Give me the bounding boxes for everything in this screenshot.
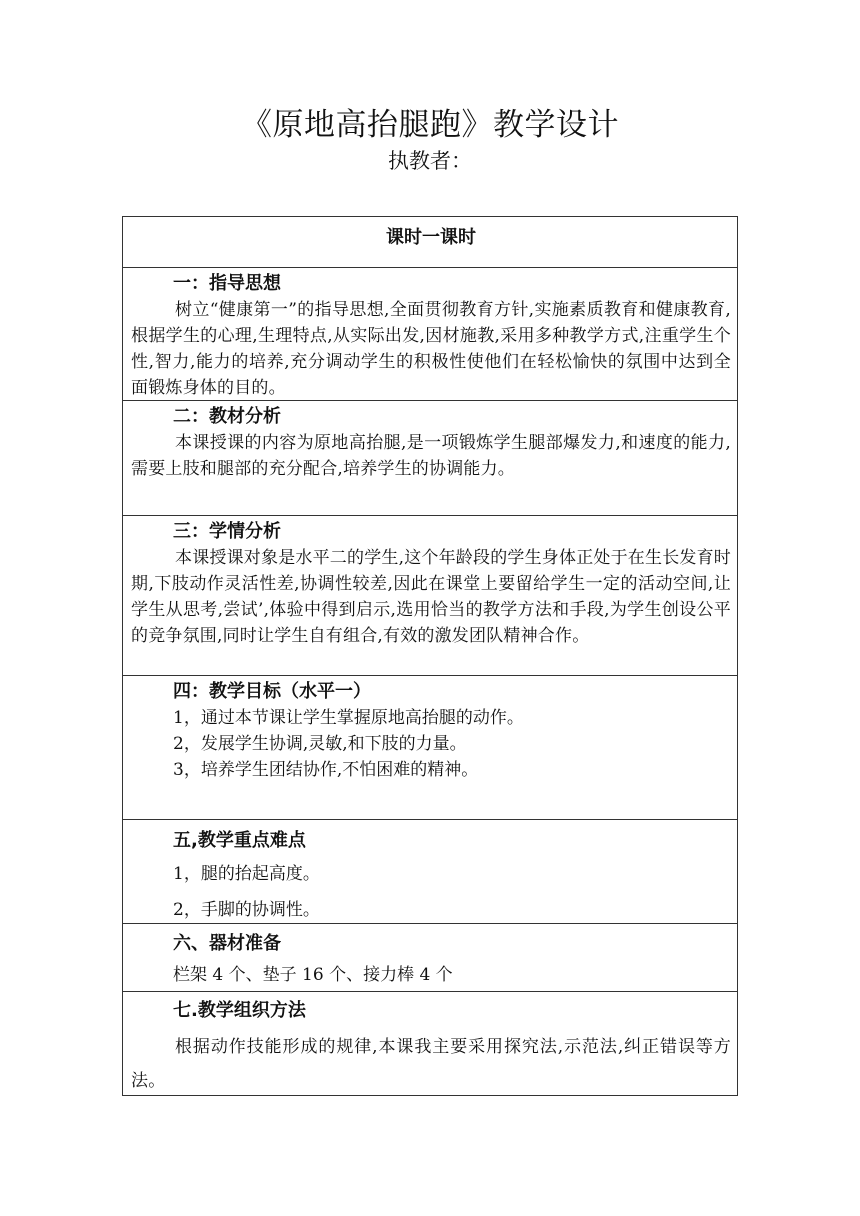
- section-title: 一：指导思想: [173, 273, 281, 294]
- section-student-analysis: [123, 515, 737, 675]
- section-title: 五,教学重点难点: [173, 830, 306, 851]
- instructor-label: 执教者：: [388, 149, 472, 173]
- list-item: 2，手脚的协调性。: [173, 900, 320, 920]
- section-organization-method: [123, 991, 737, 1095]
- list-item: 1，腿的抬起高度。: [173, 864, 320, 884]
- table-header-row: [123, 217, 737, 267]
- section-title: 六、器材准备: [173, 933, 281, 954]
- section-teaching-goals: [123, 675, 737, 819]
- section-title: 二：教材分析: [173, 406, 281, 427]
- section-title: 四：教学目标（水平一）: [173, 681, 371, 702]
- list-item: 栏架 4 个、垫子 16 个、接力棒 4 个: [173, 965, 453, 985]
- section-paragraph: 根据动作技能形成的规律,本课我主要采用探究法,示范法,纠正错误等方法。: [131, 1037, 731, 1091]
- section-title: 七.教学组织方法: [173, 1000, 306, 1021]
- section-key-points: [123, 819, 737, 923]
- section-title: 三：学情分析: [173, 521, 281, 542]
- section-material-analysis: [123, 400, 737, 515]
- section-paragraph: 本课授课对象是水平二的学生,这个年龄段的学生身体正处于在生长发育时期,下肢动作灵活性差,协调性较差,因此在课堂上要留给学生一定的活动空间,让学生从思考,尝试’,体验中得到启示,选用恰当的教学方法和手段,为学生创设公平的竞争氛围,同时让学生自有组合,有效的激发团队精神合作。: [131, 548, 732, 646]
- section-paragraph: 本课授课的内容为原地高抬腿,是一项锻炼学生腿部爆发力,和速度的能力,需要上肢和腿部的充分配合,培养学生的协调能力。: [131, 433, 731, 479]
- section-paragraph: 树立“健康第一”的指导思想,全面贯彻教育方针,实施素质教育和健康教育,根据学生的心理,生理特点,从实际出发,因材施教,采用多种教学方式,注重学生个性,智力,能力的培养,充分调动学生的积极性使他们在轻松愉快的氛围中达到全面锻炼身体的目的。: [131, 300, 731, 398]
- lesson-period-label: 课时一课时: [386, 227, 476, 248]
- section-guiding-ideology: [123, 267, 737, 400]
- list-item: 2，发展学生协调,灵敏,和下肢的力量。: [173, 734, 467, 754]
- list-item: 3，培养学生团结协作,不怕困难的精神。: [173, 760, 479, 780]
- section-equipment: [123, 923, 737, 991]
- document-title: 《原地高抬腿跑》教学设计: [241, 107, 619, 143]
- lesson-plan-table: [122, 216, 738, 1096]
- list-item: 1，通过本节课让学生掌握原地高抬腿的动作。: [173, 708, 524, 728]
